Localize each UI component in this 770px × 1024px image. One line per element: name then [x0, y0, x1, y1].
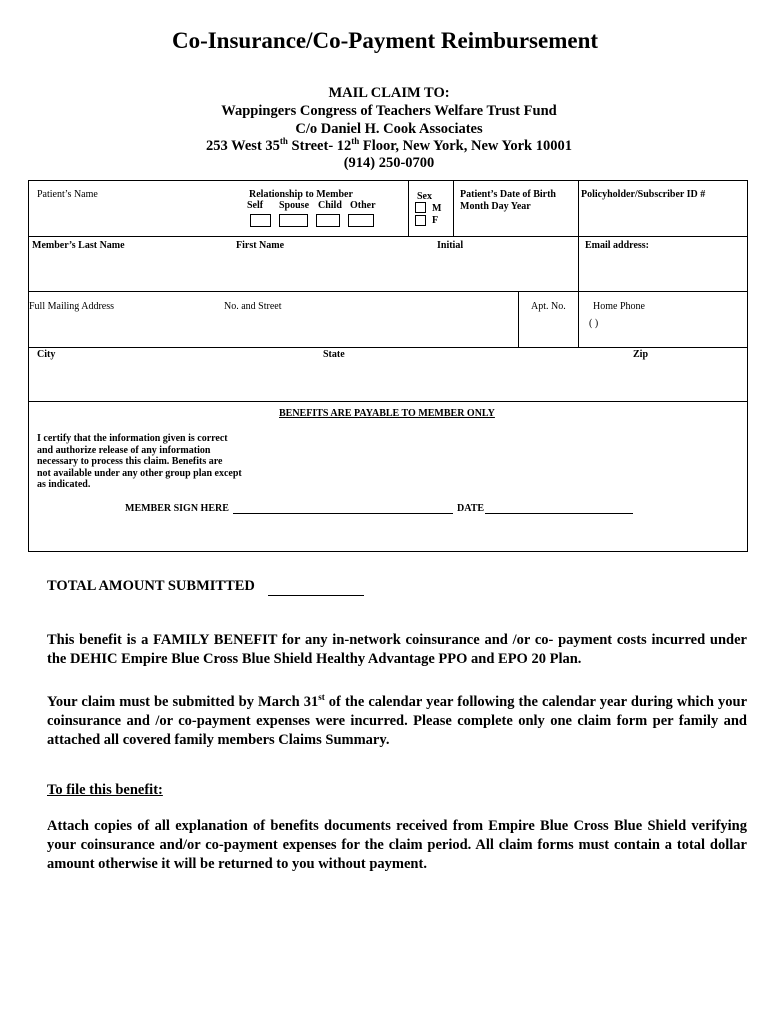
row-divider: [29, 401, 747, 402]
patient-name-label: Patient’s Name: [37, 189, 98, 200]
family-benefit-paragraph: This benefit is a FAMILY BENEFIT for any in-network coinsurance and /or co- payment costs incurred under the DEHIC Empire Blue Cross Blue Shield Healthy Advantage PPO and EPO 20 Plan.: [47, 632, 747, 667]
rel-spouse-checkbox[interactable]: [279, 214, 308, 227]
claim-form: [28, 180, 748, 552]
rel-child-checkbox[interactable]: [316, 214, 340, 227]
dob-label: Patient’s Date of Birth: [460, 189, 556, 200]
certify-line: as indicated.: [37, 479, 91, 490]
mail-care-of: C/o Daniel H. Cook Associates: [295, 121, 483, 137]
policy-id-label: Policyholder/Subscriber ID #: [581, 189, 706, 200]
initial-label: Initial: [437, 240, 464, 251]
mail-address: 253 West 35th Street- 12th Floor, New York, New York 10001: [206, 136, 572, 154]
row-divider: [29, 236, 747, 237]
dob-sub-label: Month Day Year: [460, 201, 531, 212]
email-label: Email address:: [585, 240, 649, 251]
attach-paragraph: Attach copies of all explanation of benefits documents received from Empire Blue Cross Blue Shield verifying your coinsurance and/or co-payment expenses for the claim period. All claim forms must contain a total dollar amount otherwise it will be returned to you without payment.: [47, 818, 747, 872]
mail-phone: (914) 250-0700: [343, 155, 435, 171]
street-label: No. and Street: [224, 301, 282, 312]
sex-f-label: F: [432, 215, 439, 226]
sex-f-checkbox[interactable]: [415, 215, 426, 226]
member-last-name-label: Member’s Last Name: [32, 240, 125, 251]
total-amount-label: TOTAL AMOUNT SUBMITTED: [47, 578, 255, 594]
member-sign-label: MEMBER SIGN HERE: [125, 503, 229, 514]
certify-line: not available under any other group plan except: [37, 468, 242, 479]
signature-line[interactable]: [233, 513, 453, 514]
first-name-label: First Name: [236, 240, 285, 251]
zip-label: Zip: [633, 349, 649, 360]
date-line[interactable]: [485, 513, 633, 514]
rel-self-label: Self: [247, 200, 264, 211]
benefits-note: BENEFITS ARE PAYABLE TO MEMBER ONLY: [279, 408, 495, 419]
col-divider: [453, 181, 454, 236]
city-label: City: [37, 349, 56, 360]
row-divider: [29, 291, 747, 292]
rel-child-label: Child: [318, 200, 342, 211]
sex-m-label: M: [432, 203, 442, 214]
col-divider: [518, 291, 519, 347]
col-divider: [578, 181, 579, 347]
page-title: Co-Insurance/Co-Payment Reimbursement: [171, 28, 599, 53]
row-divider: [29, 347, 747, 348]
sex-label: Sex: [417, 191, 432, 202]
deadline-paragraph: Your claim must be submitted by March 31st of the calendar year following the calendar year during which your coinsurance and /or co-payment expenses were incurred. Please complete only one claim form per family and attached all covered family members Claims Summary.: [47, 692, 748, 748]
mail-org: Wappingers Congress of Teachers Welfare Trust Fund: [221, 103, 557, 119]
certify-line: I certify that the information given is correct: [37, 433, 228, 444]
sex-m-checkbox[interactable]: [415, 202, 426, 213]
file-benefit-heading: To file this benefit:: [47, 782, 163, 798]
mail-heading: MAIL CLAIM TO:: [328, 85, 450, 101]
certify-line: necessary to process this claim. Benefits are: [37, 456, 223, 467]
mailing-address-label: Full Mailing Address: [29, 301, 115, 312]
rel-self-checkbox[interactable]: [250, 214, 271, 227]
apt-label: Apt. No.: [531, 301, 566, 312]
home-phone-label: Home Phone: [593, 301, 645, 312]
relationship-label: Relationship to Member: [249, 189, 353, 200]
phone-paren: ( ): [589, 318, 599, 329]
certify-line: and authorize release of any information: [37, 445, 211, 456]
rel-other-label: Other: [350, 200, 376, 211]
rel-other-checkbox[interactable]: [348, 214, 374, 227]
date-label: DATE: [457, 503, 485, 514]
col-divider: [408, 181, 409, 236]
state-label: State: [323, 349, 345, 360]
rel-spouse-label: Spouse: [279, 200, 310, 211]
total-amount-line[interactable]: [268, 595, 364, 596]
